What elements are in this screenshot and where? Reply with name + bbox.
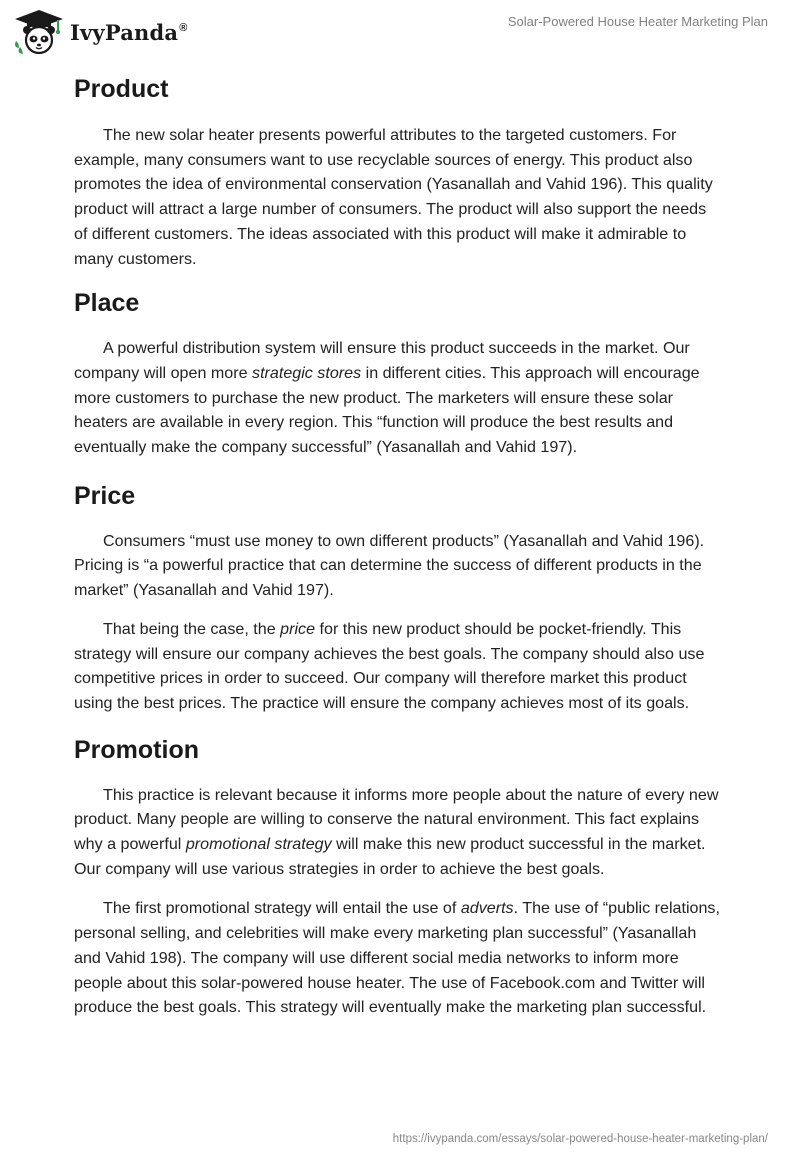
emphasis-adverts: adverts — [460, 899, 514, 918]
emphasis-price: price — [280, 619, 316, 638]
heading-promotion: Promotion — [74, 735, 199, 764]
section-place — [74, 285, 724, 460]
panda-graduate-icon — [14, 9, 64, 55]
emphasis-strategic-stores: strategic stores — [252, 363, 362, 382]
price-paragraph-1: Consumers “must use money to own different products” (Yasanallah and Vahid 196). Pricing is “a powerful practice that can determine the success of different products in the market” (Yasanallah and Vahid 197). — [74, 531, 705, 600]
price-paragraph-2: That being the case, the price for this new product should be pocket-friendly. This strategy will ensure our company achieves the best goals. The company should also use competitive prices in order to succeed. Our company will therefore market this product using the best prices. The practice will ensure the company achieves most of its goals. — [74, 619, 705, 712]
section-price — [74, 478, 724, 716]
promotion-paragraph-1: This practice is relevant because it informs more people about the nature of every new product. Many people are willing to conserve the natural environment. This fact explains why a powerful promotional strategy will make this new product successful in the market. Our company will use various strategies in order to achieve the best goals. — [74, 785, 719, 878]
source-url-link[interactable]: https://ivypanda.com/essays/solar-powered-house-heater-marketing-plan/ — [392, 1133, 768, 1145]
brand-name: IvyPanda® — [70, 19, 188, 45]
heading-product: Product — [74, 75, 169, 103]
page-header — [0, 0, 800, 64]
section-promotion — [74, 732, 724, 1020]
product-paragraph: The new solar heater presents powerful attributes to the targeted customers. For example, many consumers want to use recyclable sources of energy. This product also promotes the idea of environmental conservation (Yasanallah and Vahid 196). This quality product will attract a large number of consumers. The product will also support the needs of different customers. The ideas associated with this product will make it admirable to many customers. — [74, 126, 713, 268]
emphasis-promotional-strategy: promotional strategy — [185, 835, 332, 854]
registered-mark: ® — [179, 21, 188, 34]
essay-content — [74, 70, 724, 1020]
brand-logo[interactable] — [14, 8, 188, 56]
heading-place: Place — [74, 289, 140, 318]
place-paragraph: A powerful distribution system will ensure this product succeeds in the market. Our company will open more strategic stores in different cities. This approach will encourage more customers to purchase the new product. The marketers will ensure these solar heaters are available in every region. This “function will produce the best results and eventually make the company successful” (Yasanallah and Vahid 197). — [74, 339, 700, 457]
section-product — [74, 71, 724, 271]
heading-price: Price — [74, 481, 136, 510]
promotion-paragraph-2: The first promotional strategy will entail the use of adverts. The use of “public relations, personal selling, and celebrities will make every marketing plan successful” (Yasanallah and Vahid 198). The company will use different social media networks to inform more people about this solar-powered house heater. The use of Facebook.com and Twitter will produce the best goals. This strategy will eventually make the marketing plan successful. — [74, 899, 720, 1017]
document-title: Solar-Powered House Heater Marketing Plan — [507, 14, 768, 29]
